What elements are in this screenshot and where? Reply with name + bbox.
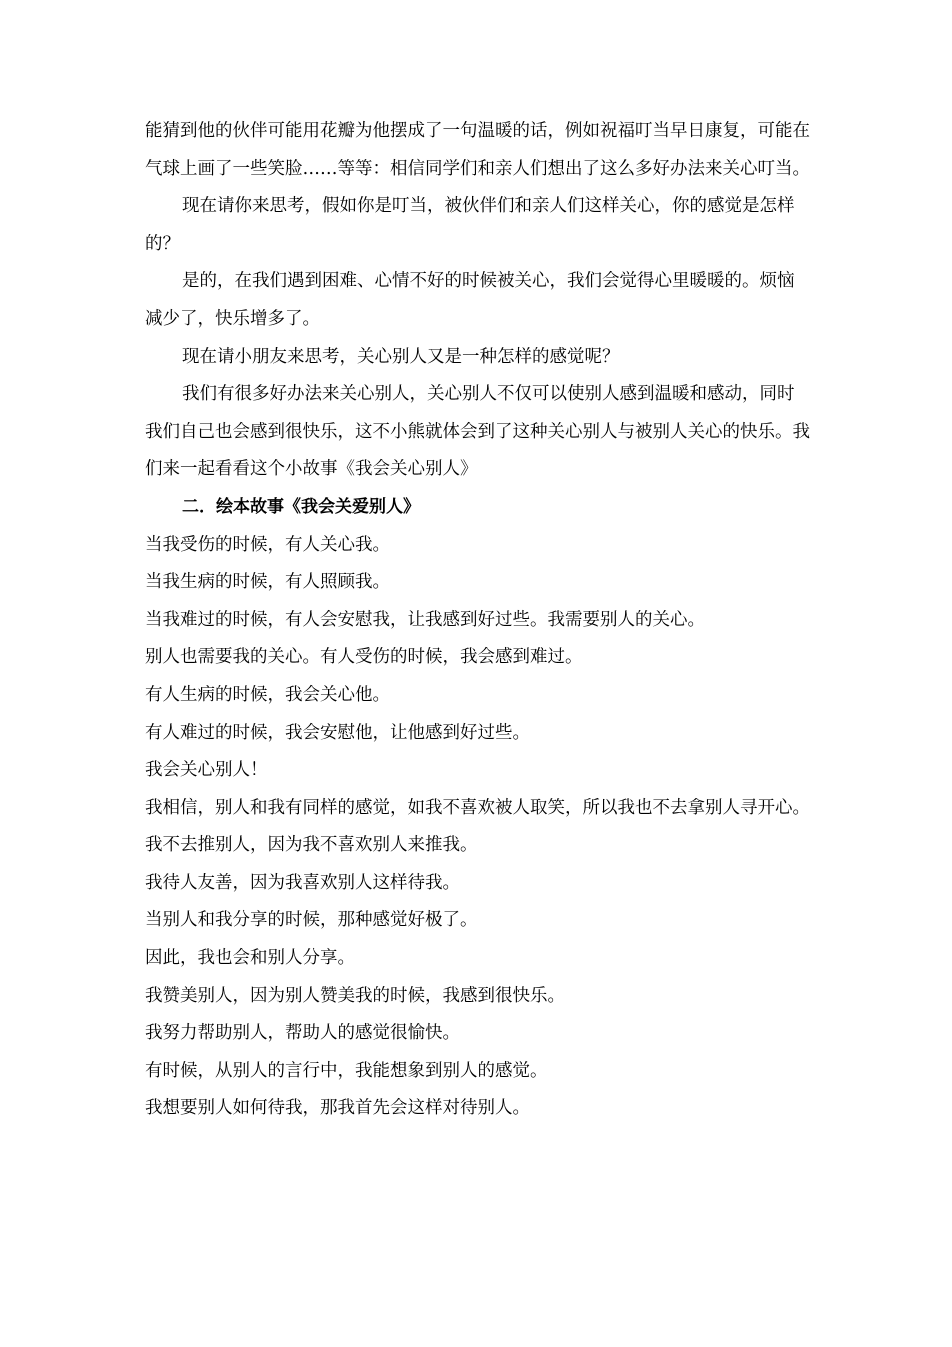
story-line: 我想要别人如何待我，那我首先会这样对待别人。 <box>145 1098 530 1119</box>
story-line: 有人难过的时候，我会安慰他，让他感到好过些。 <box>145 722 530 743</box>
document-body <box>145 113 811 1128</box>
story-line: 有人生病的时候，我会关心他。 <box>145 684 390 705</box>
section-heading: 二．绘本故事《我会关爱别人》 <box>182 496 420 517</box>
story-line: 我赞美别人，因为别人赞美我的时候，我感到很快乐。 <box>145 985 565 1006</box>
intro-paragraph-5: 我们有很多好办法来关心别人，关心别人不仅可以使别人感到温暖和感动，同时我们自己也会感到很快乐，这不小熊就体会到了这种关心别人与被别人关心的快乐。我们来一起看看这个小故事《我会关心别人》 <box>145 384 810 480</box>
story-line: 我不去推别人，因为我不喜欢别人来推我。 <box>145 835 478 856</box>
story-line: 我会关心别人！ <box>145 760 268 781</box>
story-text <box>145 527 811 1129</box>
story-line: 当别人和我分享的时候，那种感觉好极了。 <box>145 910 478 931</box>
intro-paragraph-2: 现在请你来思考，假如你是叮当，被伙伴们和亲人们这样关心，你的感觉是怎样的？ <box>145 196 795 254</box>
intro-paragraph-3: 是的，在我们遇到困难、心情不好的时候被关心，我们会觉得心里暖暖的。烦恼减少了，快乐增多了。 <box>145 271 795 329</box>
intro-paragraph-4: 现在请小朋友来思考，关心别人又是一种怎样的感觉呢？ <box>182 346 620 367</box>
story-line: 当我难过的时候，有人会安慰我，让我感到好过些。我需要别人的关心。 <box>145 609 705 630</box>
story-line: 别人也需要我的关心。有人受伤的时候，我会感到难过。 <box>145 647 583 668</box>
story-line: 当我生病的时候，有人照顾我。 <box>145 572 390 593</box>
intro-paragraph-1: 能猜到他的伙伴可能用花瓣为他摆成了一句温暖的话，例如祝福叮当早日康复，可能在气球上画了一些笑脸……等等：相信同学们和亲人们想出了这么多好办法来关心叮当。 <box>145 121 810 179</box>
story-line: 有时候，从别人的言行中，我能想象到别人的感觉。 <box>145 1060 548 1081</box>
story-line: 因此，我也会和别人分享。 <box>145 948 355 969</box>
story-line: 我待人友善，因为我喜欢别人这样待我。 <box>145 872 460 893</box>
story-line: 我努力帮助别人，帮助人的感觉很愉快。 <box>145 1023 460 1044</box>
story-line: 我相信，别人和我有同样的感觉，如我不喜欢被人取笑，所以我也不去拿别人寻开心。 <box>145 797 810 818</box>
story-line: 当我受伤的时候，有人关心我。 <box>145 534 390 555</box>
